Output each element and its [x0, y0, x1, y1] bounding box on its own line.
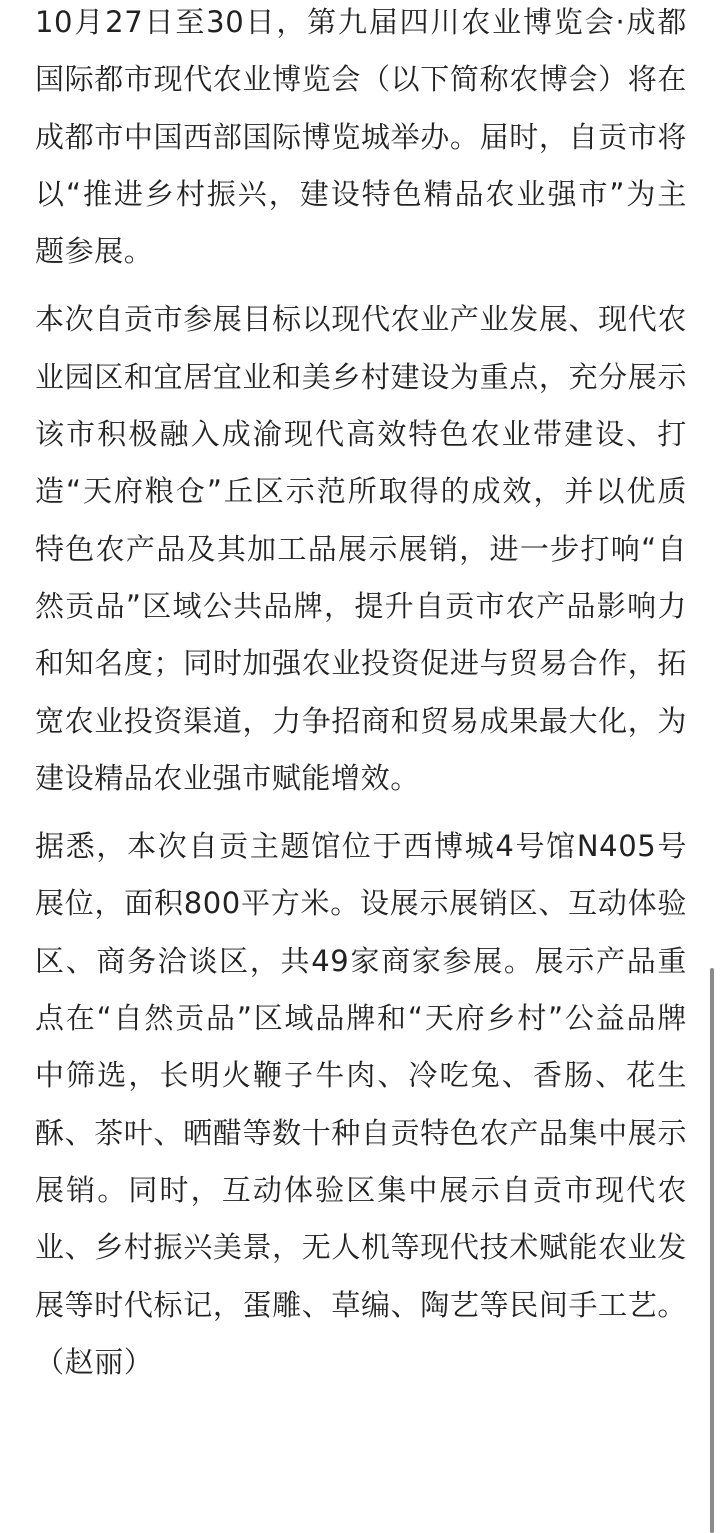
article-paragraph-3: 据悉，本次自贡主题馆位于西博城4号馆N405号展位，面积800平方米。设展示展销区、互动体验区、商务洽谈区，共49家商家参展。展示产品重点在“自然贡品”区域品牌和“天府乡村”公益品牌中筛选，长明火鞭子牛肉、冷吃兔、香肠、花生酥、茶叶、晒醋等数十种自贡特色农产品集中展示展销。同时，互动体验区集中展示自贡市现代农业、乡村振兴美景，无人机等现代技术赋能农业发展等时代标记，蛋雕、草编、陶艺等民间手工艺。（赵丽）: [35, 829, 687, 1379]
article-body: [35, 0, 687, 1391]
scrollbar[interactable]: [710, 0, 715, 1533]
scrollbar-thumb[interactable]: [710, 968, 714, 1533]
article-paragraph-2: 本次自贡市参展目标以现代农业产业发展、现代农业园区和宜居宜业和美乡村建设为重点，充分展示该市积极融入成渝现代高效特色农业带建设、打造“天府粮仓”丘区示范所取得的成效，并以优质特色农产品及其加工品展示展销，进一步打响“自然贡品”区域公共品牌，提升自贡市农产品影响力和知名度；同时加强农业投资促进与贸易合作，拓宽农业投资渠道，力争招商和贸易成果最大化，为建设精品农业强市赋能增效。: [35, 302, 687, 795]
article-paragraph-1: 10月27日至30日，第九届四川农业博览会·成都国际都市现代农业博览会（以下简称农博会）将在成都市中国西部国际博览城举办。届时，自贡市将以“推进乡村振兴，建设特色精品农业强市”为主题参展。: [35, 5, 687, 269]
